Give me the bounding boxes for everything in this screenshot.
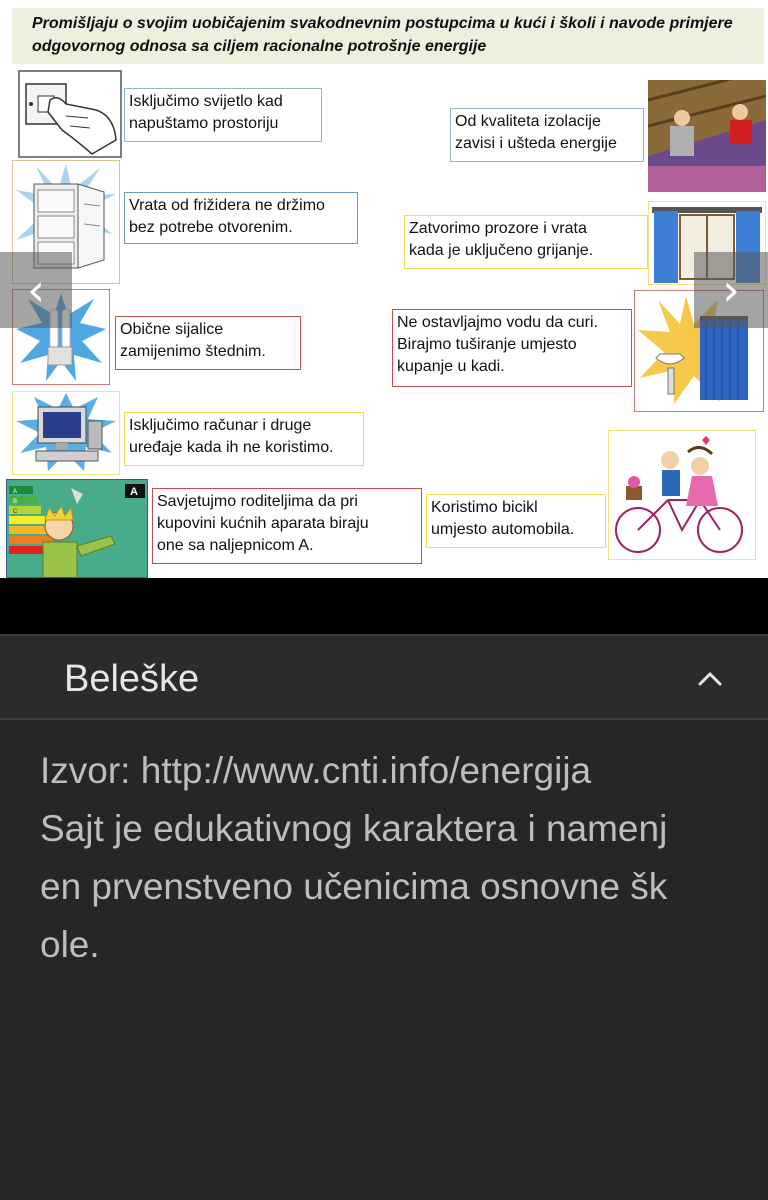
tip-text: Koristimo bicikl umjesto automobila.	[431, 499, 575, 538]
notes-text: Izvor: http://www.cnti.info/energija Sajt je edukativnog karaktera i namenj en prvenstveno učenicima osnovne šk ole.	[40, 750, 668, 965]
svg-text:A: A	[13, 489, 18, 495]
previous-slide-button[interactable]	[0, 252, 72, 328]
tip-energy-label	[152, 488, 422, 564]
tip-text: Ne ostavljajmo vodu da curi. Birajmo tuširanje umjesto kupanje u kadi.	[397, 314, 598, 375]
slide-header-text: Promišljaju o svojim uobičajenim svakodnevnim postupcima u kući i školi i navode primjere odgovornog odnosa sa ciljem racionalne potrošnje energije	[32, 15, 733, 55]
tip-text: Od kvaliteta izolacije zavisi i ušteda energije	[455, 113, 617, 152]
tip-bulbs	[115, 316, 301, 370]
tip-text: Obične sijalice zamijenimo štednim.	[120, 321, 266, 360]
notes-header[interactable]	[0, 634, 768, 720]
light-switch-illustration	[18, 70, 122, 158]
tip-fridge	[124, 192, 358, 244]
tip-light-switch	[124, 88, 322, 142]
slide-image	[0, 0, 768, 578]
energy-label-illustration	[6, 479, 148, 578]
tip-bicycle	[426, 494, 606, 548]
tip-computer	[124, 412, 364, 466]
chevron-up-icon[interactable]	[692, 660, 728, 696]
slide-header	[12, 8, 764, 64]
notes-title: Beleške	[64, 658, 200, 700]
tip-text: Isključimo računar i druge uređaje kada ih ne koristimo.	[129, 417, 334, 456]
tip-text: Vrata od frižidera ne držimo bez potrebe otvorenim.	[129, 197, 325, 236]
tip-water	[392, 309, 632, 387]
svg-text:B: B	[13, 499, 18, 505]
chevron-left-icon: ‹	[27, 264, 45, 316]
tip-text: Savjetujmo roditeljima da pri kupovini kućnih aparata biraju one sa naljepnicom A.	[157, 493, 369, 554]
svg-text:A: A	[130, 486, 138, 498]
next-slide-button[interactable]	[694, 252, 768, 328]
tip-text: Zatvorimo prozore i vrata kada je uključeno grijanje.	[409, 220, 594, 259]
tip-insulation	[450, 108, 644, 162]
chevron-right-icon: ›	[722, 264, 740, 316]
tip-windows	[404, 215, 648, 269]
tip-text: Isključimo svijetlo kad napuštamo prostoriju	[129, 93, 283, 132]
insulation-illustration	[648, 80, 766, 192]
bicycle-illustration	[608, 430, 756, 560]
notes-panel	[0, 720, 768, 1200]
computer-illustration	[12, 391, 120, 475]
svg-text:C: C	[13, 509, 18, 515]
